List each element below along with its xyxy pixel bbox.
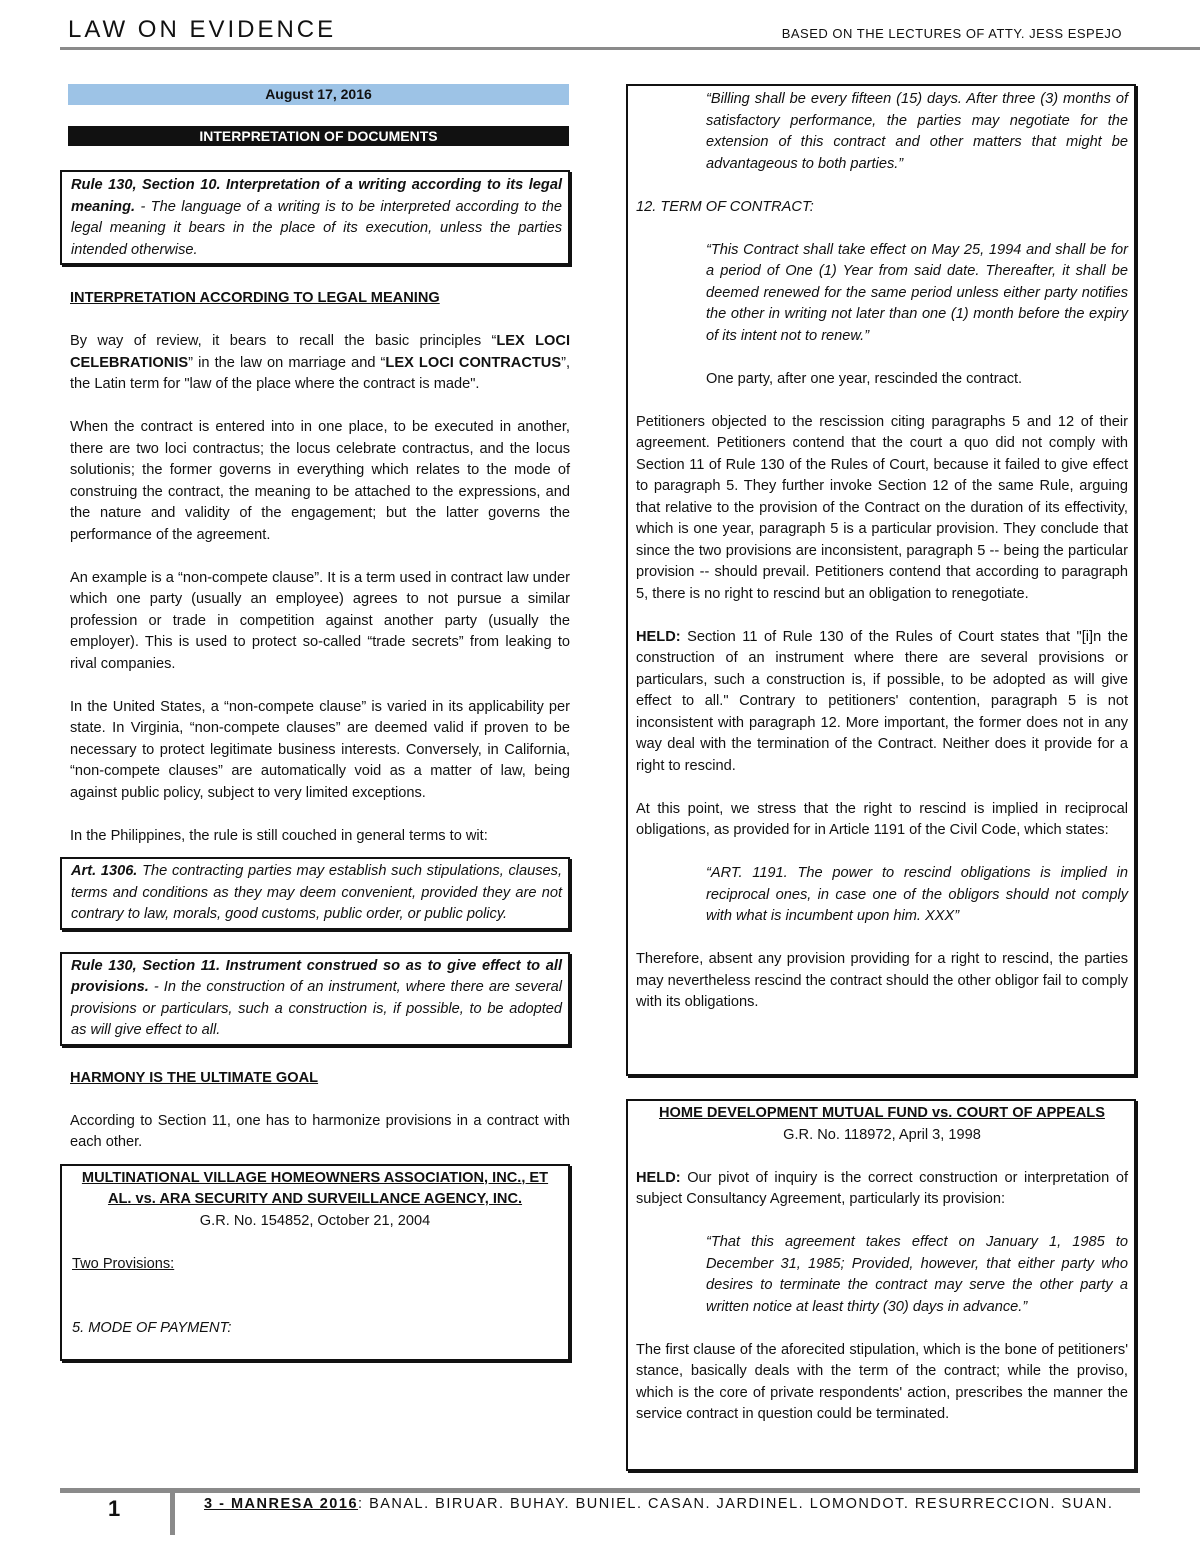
document-subtitle: BASED ON THE LECTURES OF ATTY. JESS ESPEJO: [781, 26, 1122, 41]
footer-rule: [60, 1488, 1140, 1493]
page-number: 1: [108, 1496, 121, 1521]
case-hdmf-box: [626, 1099, 1136, 1471]
paragraph-lex-loci: By way of review, it bears to recall the basic principles “LEX LOCI CELEBRATIONIS” in the law on marriage and “LEX LOCI CONTRACTUS”, the Latin term for "law of the place where the contract is made".: [70, 333, 571, 392]
case-hdmf-quote: “That this agreement takes effect on January 1, 1985 to December 31, 1985; Provided, however, that either party who desires to terminate the contract may serve the other party a written notice at least thirty (30) days in advance.”: [706, 1234, 1128, 1315]
rule-130-sec-11-text: Rule 130, Section 11. Instrument construed so as to give effect to all provisions. - In the construction of an instrument, where there are several provisions or particulars, such a construction is, if possible, to be adopted as will give effect to all.: [71, 957, 562, 1038]
two-provisions-label: Two Provisions:: [72, 1255, 175, 1272]
case-multinational-title: MULTINATIONAL VILLAGE HOMEOWNERS ASSOCIATION, INC., ET AL. vs. ARA SECURITY AND SURVEILLANCE AGENCY, INC.: [81, 1169, 549, 1207]
section-title-bar: INTERPRETATION OF DOCUMENTS: [68, 126, 569, 146]
case-hdmf-title: HOME DEVELOPMENT MUTUAL FUND vs. COURT OF APPEALS: [659, 1105, 1105, 1121]
right-column: [626, 84, 1136, 1471]
left-column: [60, 170, 570, 1361]
held-paragraph: HELD: Section 11 of Rule 130 of the Rules of Court states that "[i]n the construction of an instrument where there are several provisions or particulars, such a construction is, if possible, to be adopted as will give effect to all." Contrary to petitioners' contention, paragraph 5 is not inconsistent with paragraph 12. More important, the former does not in any way deal with the termination of the Contract. Neither does it provide for a right to rescind.: [636, 628, 1128, 774]
heading-harmony: HARMONY IS THE ULTIMATE GOAL: [70, 1069, 319, 1086]
case-multinational-box: [60, 1164, 570, 1361]
rescind-implied-paragraph: At this point, we stress that the right to rescind is implied in reciprocal obligations, as provided for in Article 1191 of the Civil Code, which states:: [636, 800, 1128, 838]
term-of-contract-label: 12. TERM OF CONTRACT:: [636, 198, 814, 215]
paragraph-philippines: In the Philippines, the rule is still couched in general terms to wit:: [70, 827, 488, 844]
rule-box-text: Rule 130, Section 10. Interpretation of a writing according to its legal meaning. - The language of a writing is to be interpreted according to the legal meaning it bears in the place of its execution, unless the parties intended otherwise.: [71, 177, 562, 258]
rule-130-sec-11-box: [60, 952, 570, 1046]
footer-credits: [204, 1496, 1113, 1512]
footer-members: : BANAL. BIRUAR. BUHAY. BUNIEL. CASAN. JARDINEL. LOMONDOT. RESURRECCION. SUAN.: [358, 1496, 1114, 1512]
case-hdmf-held: HELD: Our pivot of inquiry is the correct construction or interpretation of subject Consultancy Agreement, particularly its provision:: [636, 1169, 1128, 1207]
mode-of-payment-label: 5. MODE OF PAYMENT:: [72, 1320, 232, 1336]
art-1306-text: Art. 1306. The contracting parties may establish such stipulations, clauses, terms and conditions as they may deem convenient, provided they are not contrary to law, morals, good customs, public order, or public policy.: [71, 863, 562, 922]
footer-group: 3 - MANRESA 2016: [204, 1496, 359, 1512]
term-quote: “This Contract shall take effect on May 25, 1994 and shall be for a period of One (1) Year from said date. Thereafter, it shall be deemed renewed for the same period unless either party notifies the other in writing not later than one (1) month before the expiry of its intent not to renew.”: [706, 241, 1128, 344]
footer-divider: [170, 1493, 175, 1535]
therefore-paragraph: Therefore, absent any provision providing for a right to rescind, the parties may nevertheless rescind the contract should the other obligor fail to comply with its obligations.: [636, 951, 1128, 1010]
paragraph-non-compete: An example is a “non-compete clause”. It is a term used in contract law under which one party (usually an employee) agrees to not pursue a similar profession or trade in competition against another party (usually the employer). This is used to protect so-called “trade secrets” from leaking to rival companies.: [70, 569, 570, 672]
case-hdmf-gr: G.R. No. 118972, April 3, 1998: [783, 1126, 981, 1143]
header-rule: [60, 47, 1200, 50]
rule-box-lead: Rule 130, Section 10. Interpretation of a writing according to its legal meaning.: [71, 177, 562, 215]
rule-130-sec-10-box: [60, 170, 570, 265]
left-body-2: [60, 1068, 570, 1154]
case-multinational-continued-box: [626, 84, 1136, 1076]
date-bar: August 17, 2016: [68, 84, 569, 105]
billing-quote: “Billing shall be every fifteen (15) days. After three (3) months of satisfactory performance, the parties may negotiate for the extension of this contract and other matters that might be advantageous to both parties.”: [706, 91, 1128, 172]
case-multinational-gr: G.R. No. 154852, October 21, 2004: [199, 1212, 431, 1229]
paragraph-united-states: In the United States, a “non-compete clause” is varied in its applicability per state. In Virginia, “non-compete clauses” are deemed valid if proven to be necessary to protect legitimate business interests. Conversely, in California, “non-compete clauses” are automatically void as a matter of law, being against public policy, subject to very limited exceptions.: [70, 698, 570, 801]
art-1306-box: [60, 857, 570, 930]
document-title: LAW ON EVIDENCE: [68, 16, 337, 43]
petitioners-paragraph: Petitioners objected to the rescission citing paragraphs 5 and 12 of their agreement. Petitioners contend that the court a quo did not comply with Section 11 of Rule 130 of the Rules of Court, because it failed to give effect to paragraph 5. They further invoke Section 12 of the same Rule, arguing that relative to the provision of the Contract on the duration of its effectivity, which is one year, paragraph 5 is a particular provision. They conclude that since the two provisions are inconsistent, paragraph 5 -- being the particular provision -- should prevail. Petitioners contend that according to paragraph 5, there is no right to rescind but an obligation to renegotiate.: [636, 413, 1128, 602]
paragraph-loci-contractus: When the contract is entered into in one place, to be executed in another, there are two loci contractus; the locus celebrate contractus, and the locus solutionis; the former governs in everything which relates to the mode of construing the contract, the meaning to be attached to the expressions, and the nature and validity of the engagement; but the latter governs the performance of the agreement.: [70, 419, 570, 543]
left-body: [60, 288, 570, 847]
rescind-sentence: One party, after one year, rescinded the contract.: [706, 370, 1023, 387]
case-hdmf-paragraph: The first clause of the aforecited stipulation, which is the bone of petitioners' stance, basically deals with the term of the contract; while the proviso, which is the core of private respondents' action, prescribes the manner the service contract in question could be terminated.: [636, 1341, 1128, 1422]
heading-legal-meaning: INTERPRETATION ACCORDING TO LEGAL MEANING: [70, 290, 440, 306]
art-1191-quote: “ART. 1191. The power to rescind obligations is implied in reciprocal ones, in case one of the obligors should not comply with what is incumbent upon him. XXX”: [706, 865, 1128, 924]
paragraph-harmonize: According to Section 11, one has to harmonize provisions in a contract with each other.: [70, 1112, 570, 1150]
